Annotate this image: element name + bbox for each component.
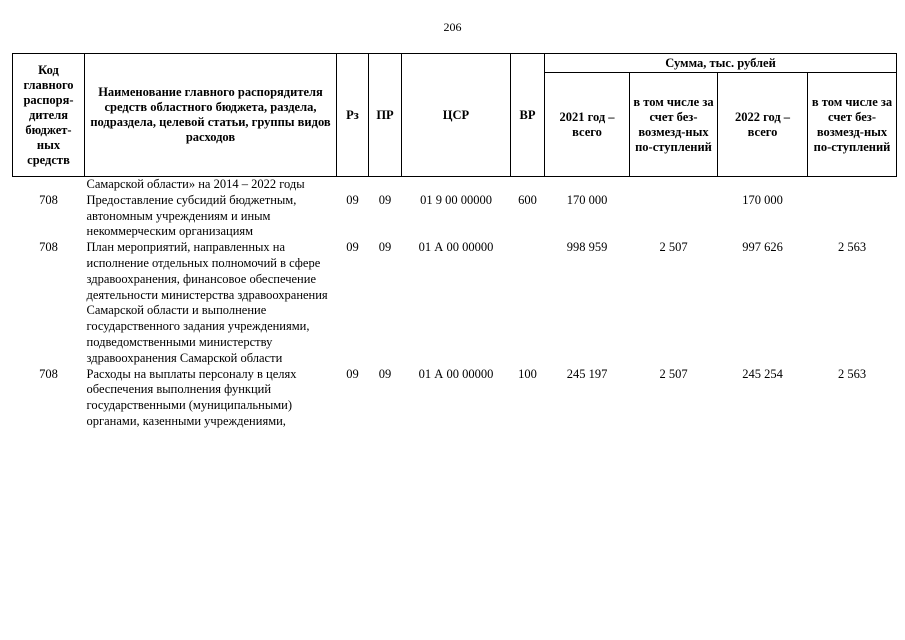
- cell-2021-grants: 2 507: [659, 366, 688, 381]
- cell-2021-total: 998 959: [566, 240, 608, 255]
- cell-csr: 01 А 00 00000: [418, 366, 494, 381]
- cell-rz: 09: [346, 240, 359, 255]
- header-code: Код главного распоря-дителя бюджет-ных средств: [13, 54, 85, 177]
- cell-name: Расходы на выплаты персоналу в целях обеспечения выполнения функций государственными (муниципальными) органами, казенными учреждениями,: [86, 366, 297, 428]
- cell-2022-grants: [808, 193, 897, 240]
- header-pr: ПР: [369, 54, 402, 177]
- cell-pr: 09: [378, 192, 392, 207]
- cell-pr: 09: [378, 366, 392, 381]
- table-row-continuation: [13, 177, 897, 193]
- header-name: Наименование главного распорядителя средств областного бюджета, раздела, подраздела, целевой статьи, группы видов расходов: [85, 54, 337, 177]
- cell-name: Предоставление субсидий бюджетным, автономным учреждениям и иным некоммерческим организациям: [86, 192, 297, 239]
- table-body: [13, 177, 897, 430]
- cell-2022-grants: 2 563: [837, 366, 867, 381]
- cell-code: 708: [39, 240, 58, 255]
- cell-vr: 600: [518, 192, 537, 207]
- cell-2021-total: 170 000: [566, 192, 608, 207]
- header-csr: ЦСР: [402, 54, 511, 177]
- table-row: [13, 367, 897, 430]
- header-2022-total: 2022 год – всего: [718, 73, 808, 177]
- page-number: 206: [443, 20, 462, 34]
- table-header: [13, 54, 897, 177]
- cell-2021-grants: [630, 193, 718, 240]
- header-rz: Рз: [337, 54, 369, 177]
- continuation-text: Самарской области» на 2014 – 2022 годы: [86, 177, 305, 191]
- cell-vr: [511, 240, 545, 366]
- cell-rz: 09: [346, 366, 359, 381]
- table-row: [13, 240, 897, 366]
- cell-2022-grants: 2 563: [837, 240, 867, 255]
- header-2022-grants: в том числе за счет без-возмезд-ных по-ступлений: [808, 73, 897, 177]
- table-row: [13, 193, 897, 240]
- cell-name: План мероприятий, направленных на исполнение отдельных полномочий в сфере здравоохранения, финансовое обеспечение деятельности министерства здравоохранения Самарской области и выполнение государственного задания учреждениями, подведомственными министерству здравоохранения Самарской области: [86, 240, 328, 365]
- cell-vr: 100: [518, 366, 537, 381]
- cell-2021-grants: 2 507: [659, 240, 688, 255]
- cell-rz: 09: [346, 192, 359, 207]
- cell-code: 708: [39, 366, 58, 381]
- cell-code: 708: [39, 192, 58, 207]
- cell-csr: 01 9 00 00000: [420, 192, 492, 207]
- header-vr: ВР: [511, 54, 545, 177]
- cell-2022-total: 997 626: [742, 240, 783, 255]
- cell-2022-total: 245 254: [742, 366, 783, 381]
- budget-table: [12, 53, 897, 430]
- cell-2021-total: 245 197: [566, 366, 608, 381]
- cell-csr: 01 А 00 00000: [418, 240, 494, 255]
- header-sum-group: Сумма, тыс. рублей: [545, 54, 897, 73]
- cell-2022-total: 170 000: [742, 192, 783, 207]
- header-2021-total: 2021 год – всего: [545, 73, 630, 177]
- cell-pr: 09: [378, 240, 392, 255]
- header-2021-grants: в том числе за счет без-возмезд-ных по-ступлений: [630, 73, 718, 177]
